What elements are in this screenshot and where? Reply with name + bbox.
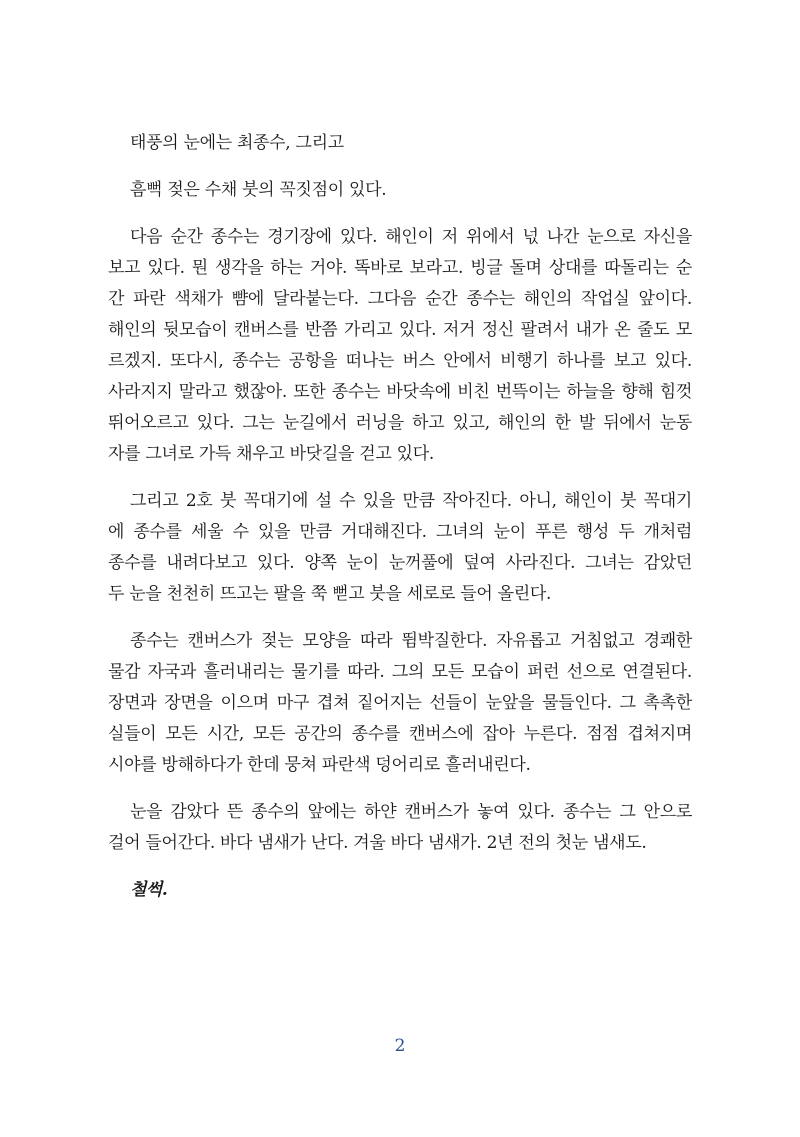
text-line: 르겠지. 또다시, 종수는 공항을 떠나는 버스 안에서 비행기 하나를 보고 있다. (108, 351, 692, 371)
text-line: 눈을 감았다 뜬 종수의 앞에는 하얀 캔버스가 놓여 있다. 종수는 그 안으로 (130, 802, 692, 822)
text-line: 두 눈을 천천히 뜨고는 팔을 쭉 뻗고 붓을 세로로 들어 올린다. (108, 584, 552, 604)
text-line: 장면과 장면을 이으며 마구 겹쳐 짙어지는 선들이 눈앞을 물들인다. 그 촉촉한 (108, 693, 692, 713)
paragraph-1 (108, 128, 692, 159)
text-line: 걸어 들어간다. 바다 냄새가 난다. 겨울 바다 냄새가. 2년 전의 첫눈 냄새도. (108, 833, 647, 853)
page-number: 2 (394, 1036, 406, 1056)
text-line: 해인의 뒷모습이 캔버스를 반쯤 가리고 있다. 저거 정신 팔려서 내가 온 줄도 모 (108, 320, 692, 340)
text-line: 자를 그녀로 가득 채우고 바닷길을 걷고 있다. (108, 444, 434, 464)
text-line: 사라지지 말라고 했잖아. 또한 종수는 바닷속에 비친 번뜩이는 하늘을 향해 힘껏 (108, 382, 692, 402)
document-body (108, 128, 692, 906)
text-line: 그리고 2호 붓 꼭대기에 설 수 있을 만큼 작아진다. 아니, 해인이 붓 꼭대기 (130, 491, 692, 511)
text-line: 다음 순간 종수는 경기장에 있다. 해인이 저 위에서 넋 나간 눈으로 자신을 (130, 227, 692, 247)
sound-effect-text: 철썩. (130, 880, 168, 900)
text-line: 보고 있다. 뭔 생각을 하는 거야. 똑바로 보라고. 빙글 돌며 상대를 따돌리는 순 (108, 258, 692, 278)
text-line: 시야를 방해하다가 한데 뭉쳐 파란색 덩어리로 흘러내린다. (108, 755, 531, 775)
text-line: 에 종수를 세울 수 있을 만큼 거대해진다. 그녀의 눈이 푸른 행성 두 개처럼 (108, 522, 692, 542)
paragraph-3 (108, 222, 692, 470)
text-line: 종수를 내려다보고 있다. 양쪽 눈이 눈꺼풀에 덮여 사라진다. 그녀는 감았던 (108, 553, 692, 573)
text-line: 태풍의 눈에는 최종수, 그리고 (130, 133, 344, 153)
text-line: 흠뻑 젖은 수채 붓의 꼭짓점이 있다. (130, 180, 387, 200)
text-line: 실들이 모든 시간, 모든 공간의 종수를 캔버스에 잡아 누른다. 점점 겹쳐지며 (108, 724, 692, 744)
text-line: 뛰어오르고 있다. 그는 눈길에서 러닝을 하고 있고, 해인의 한 발 뒤에서 눈동 (108, 413, 692, 433)
paragraph-6 (108, 797, 692, 859)
paragraph-2 (108, 175, 692, 206)
text-line: 종수는 캔버스가 젖는 모양을 따라 뜀박질한다. 자유롭고 거침없고 경쾌한 (130, 631, 692, 651)
paragraph-5 (108, 626, 692, 781)
paragraph-4 (108, 486, 692, 610)
text-line: 간 파란 색채가 뺨에 달라붙는다. 그다음 순간 종수는 해인의 작업실 앞이다. (108, 289, 692, 309)
text-line: 물감 자국과 흘러내리는 물기를 따라. 그의 모든 모습이 퍼런 선으로 연결된다. (108, 662, 692, 682)
